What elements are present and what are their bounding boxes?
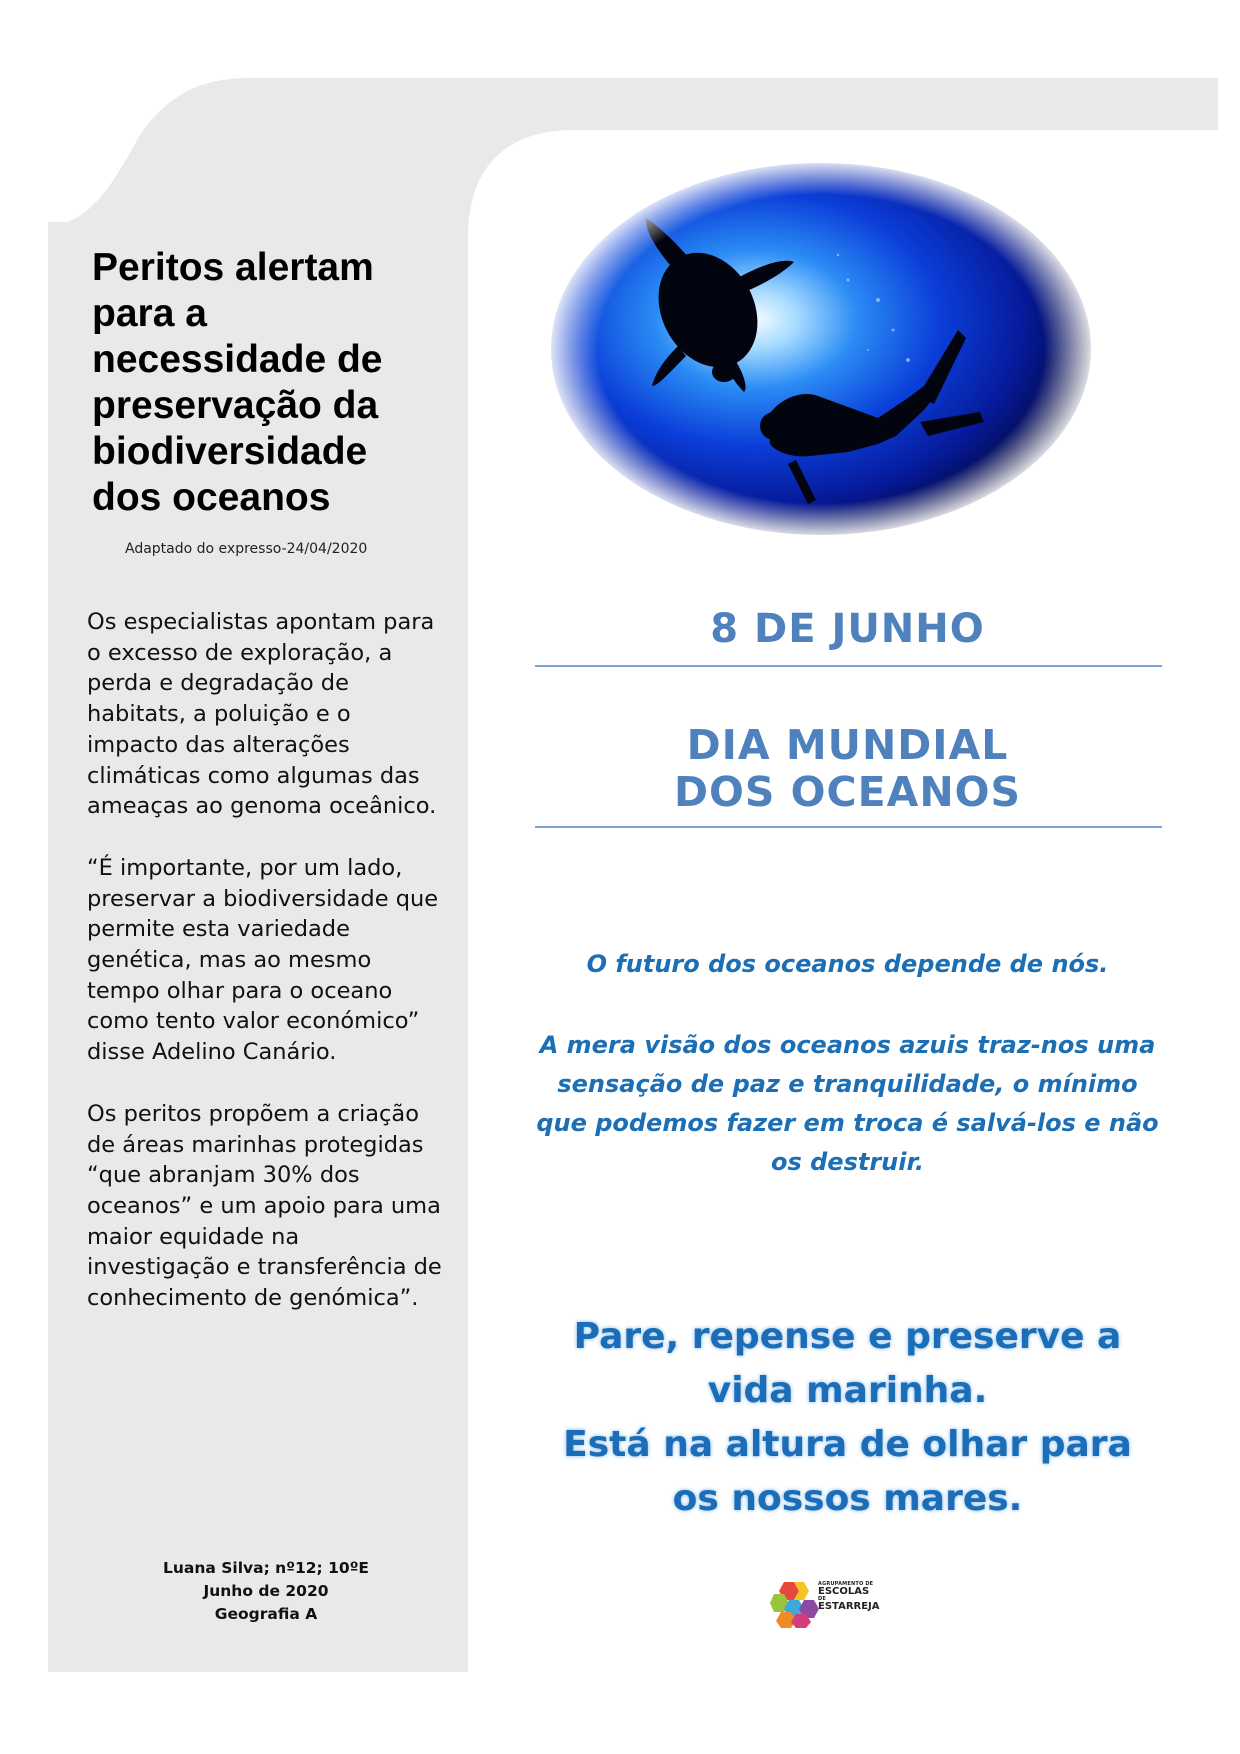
article-source: Adaptado do expresso-24/04/2020 bbox=[125, 541, 368, 557]
author-date: Junho de 2020 bbox=[203, 1582, 329, 1600]
author-subject: Geografia A bbox=[214, 1605, 318, 1623]
logo-line: ESTARREJA bbox=[818, 1601, 880, 1612]
event-title: DIA MUNDIAL DOS OCEANOS bbox=[673, 721, 1022, 816]
ocean-photo bbox=[548, 160, 1094, 538]
message-text: A mera visão dos oceanos azuis traz-nos uma sensação de paz e tranquilidade, o mínimo que podemos fazer em troca é salvá-los e não os destruir. bbox=[536, 1031, 1159, 1176]
date-heading: 8 DE JUNHO bbox=[710, 606, 985, 652]
article-paragraph: Os peritos propõem a criação de áreas marinhas protegidas “que abranjam 30% dos oceanos” e um apoio para uma maior equidade na investigação e transferência de conhecimento de genómica”. bbox=[87, 1100, 442, 1312]
article-headline: Peritos alertam para a necessidade de preservação da biodiversidade dos oceanos bbox=[92, 246, 383, 519]
author-signature bbox=[120, 1557, 412, 1626]
divider bbox=[535, 826, 1162, 828]
article-paragraph: “É importante, por um lado, preservar a biodiversidade que permite esta variedade genética, mas ao mesmo tempo olhar para o oceano como tento valor económico” disse Adelino Canário. bbox=[87, 854, 439, 1066]
divider bbox=[535, 665, 1162, 667]
call-to-action: Pare, repense e preserve a vida marinha. Está na altura de olhar para os nossos mares. bbox=[563, 1316, 1132, 1519]
article-paragraph: Os especialistas apontam para o excesso de exploração, a perda e degradação de habitats, a poluição e o impacto das alterações climáticas como algumas das ameaças ao genoma oceânico. bbox=[87, 609, 437, 820]
article-sidebar bbox=[92, 245, 437, 521]
logo-line: DE bbox=[818, 1596, 826, 1602]
author-name: Luana Silva; nº12; 10ºE bbox=[162, 1559, 370, 1577]
logo-line: AGRUPAMENTO DE bbox=[818, 1581, 874, 1587]
logo-line: ESCOLAS bbox=[818, 1586, 870, 1597]
article-body bbox=[87, 607, 447, 1345]
tagline: O futuro dos oceanos depende de nós. bbox=[586, 950, 1109, 978]
school-logo-text bbox=[818, 1582, 880, 1612]
